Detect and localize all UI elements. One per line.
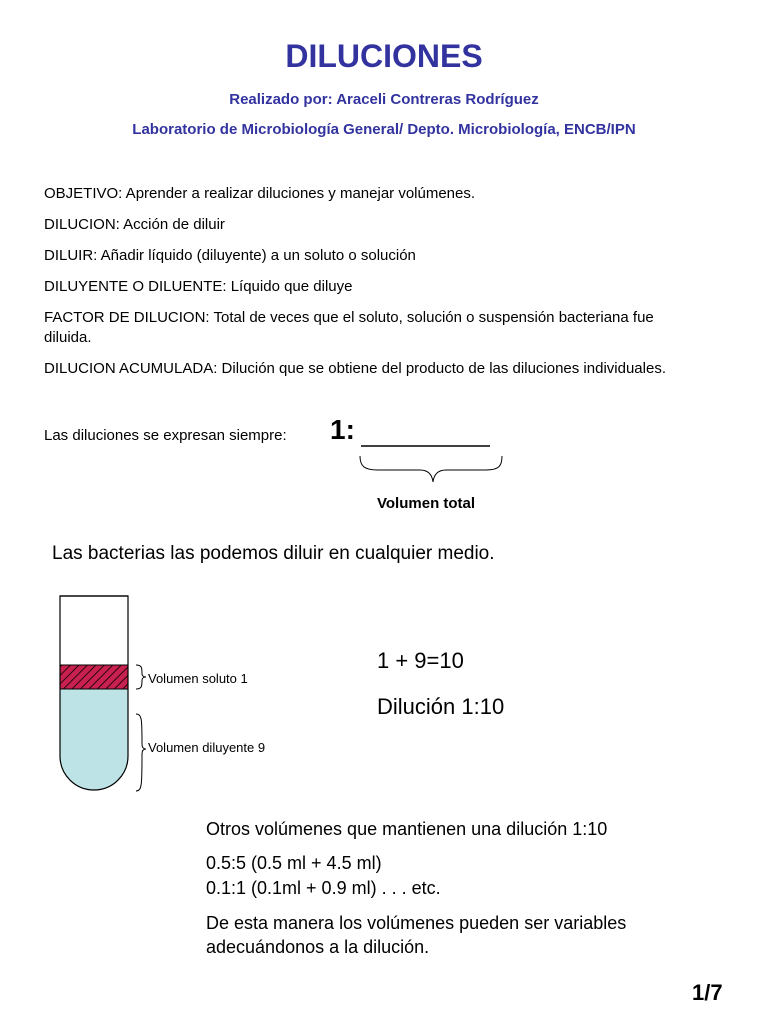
sum-equation: 1 + 9=10 <box>377 648 464 673</box>
brace-label: Volumen total <box>377 495 476 512</box>
solute-fill <box>60 665 128 689</box>
solute-label: Volumen soluto 1 <box>148 671 248 686</box>
test-tube-diagram <box>56 594 176 799</box>
solute-brace <box>136 665 146 689</box>
others-line-1: 0.5:5 (0.5 ml + 4.5 ml) <box>206 853 382 873</box>
definition-diluyente: DILUYENTE O DILUENTE: Líquido que diluye <box>44 278 353 295</box>
definition-dilucion: DILUCION: Acción de diluir <box>44 216 225 233</box>
volume-brace <box>356 436 516 496</box>
expression-text: Las diluciones se expresan siempre: <box>44 427 287 444</box>
bacteria-text: Las bacterias las podemos diluir en cualquier medio. <box>52 543 495 564</box>
definition-factor: FACTOR DE DILUCION: Total de veces que el soluto, solución o suspensión bacteriana fue diluida. <box>44 309 654 346</box>
diluent-fill <box>60 689 128 790</box>
note-line-2: adecuándonos a la dilución. <box>206 937 430 957</box>
dilution-result: Dilución 1:10 <box>377 694 505 719</box>
diluent-label: Volumen diluyente 9 <box>148 740 266 755</box>
definition-objetivo: OBJETIVO: Aprender a realizar diluciones y manejar volúmenes. <box>44 185 476 202</box>
others-line-2: 0.1:1 (0.1ml + 0.9 ml) . . . etc. <box>206 878 441 898</box>
curly-brace <box>360 456 502 482</box>
page-title: DILUCIONES <box>285 38 483 74</box>
others-heading: Otros volúmenes que mantienen una dilución 1:10 <box>206 819 608 839</box>
ratio-label: 1: <box>330 414 355 445</box>
note-line-1: De esta manera los volúmenes pueden ser variables <box>206 913 627 933</box>
lab-line: Laboratorio de Microbiología General/ Depto. Microbiología, ENCB/IPN <box>132 121 636 138</box>
diluent-brace <box>136 714 146 791</box>
author-line: Realizado por: Araceli Contreras Rodríguez <box>229 91 539 108</box>
page-number: 1/7 <box>692 980 723 1005</box>
definition-acumulada: DILUCION ACUMULADA: Dilución que se obtiene del producto de las diluciones individuales. <box>44 360 666 377</box>
definition-diluir: DILUIR: Añadir líquido (diluyente) a un soluto o solución <box>44 247 416 264</box>
